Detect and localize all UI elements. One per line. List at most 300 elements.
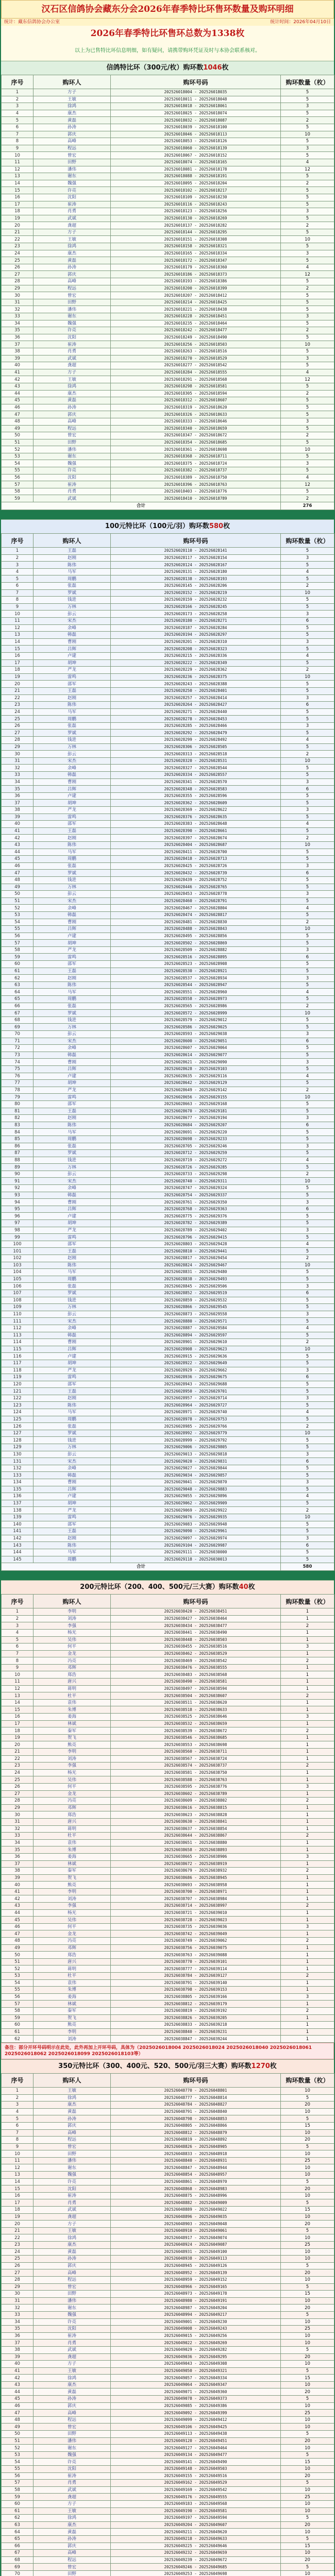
- cell-seq: 17: [2, 2199, 34, 2207]
- col-order: 购环号码: [111, 534, 281, 548]
- total-row: [2, 1563, 334, 1571]
- col-buyer: 购环人: [34, 1595, 111, 1608]
- table-row: [2, 2332, 334, 2340]
- cell-qty: 5: [281, 1332, 334, 1339]
- cell-qty: 5: [281, 597, 334, 604]
- cell-seq: 62: [2, 2515, 34, 2522]
- cell-order: 202526028320 - 202526028531: [111, 757, 281, 765]
- cell-qty: 6: [281, 1542, 334, 1549]
- table-row: [2, 2570, 334, 2576]
- table-row: [2, 933, 334, 940]
- col-qty: 购环数量（枚）: [281, 1595, 334, 1608]
- section2-subhead-label: 100元特比环（100元/羽）购环数: [105, 522, 209, 531]
- cell-seq: 12: [2, 1685, 34, 1692]
- cell-seq: 47: [2, 1930, 34, 1938]
- table-row: [2, 1643, 334, 1651]
- table-row: [2, 597, 334, 604]
- cell-buyer: 程远: [34, 145, 111, 152]
- cell-seq: 51: [2, 897, 34, 905]
- cell-seq: 23: [2, 702, 34, 709]
- cell-buyer: 肖勇: [34, 2340, 111, 2347]
- cell-qty: 1: [281, 1909, 334, 1917]
- table-row: [2, 1868, 334, 1875]
- table-row: [2, 159, 334, 166]
- cell-order: 202526018095 - 202526018204: [111, 180, 281, 187]
- cell-seq: 7: [2, 131, 34, 138]
- table-row: [2, 1664, 334, 1671]
- cell-seq: 38: [2, 2346, 34, 2353]
- cell-qty: 5: [281, 996, 334, 1003]
- cell-buyer: 钱进: [34, 597, 111, 604]
- table-row: [2, 1409, 334, 1416]
- table-row: [2, 1016, 334, 1024]
- cell-seq: 14: [2, 2178, 34, 2185]
- table-row: [2, 730, 334, 737]
- cell-order: 202526028551 - 202526028960: [111, 989, 281, 996]
- cell-buyer: 谢东: [34, 313, 111, 320]
- cell-qty: 1: [281, 1790, 334, 1798]
- cell-buyer: 高峰: [34, 418, 111, 425]
- table-row: [2, 89, 334, 96]
- stat-note: [1, 19, 334, 26]
- cell-qty: 10: [281, 2318, 334, 2326]
- cell-buyer: 曾宏: [34, 2283, 111, 2291]
- cell-seq: 26: [2, 264, 34, 271]
- cell-qty: 5: [281, 299, 334, 306]
- cell-order: 202526028831 - 202526029480: [111, 1269, 281, 1276]
- cell-seq: 20: [2, 222, 34, 229]
- table-row: [2, 2437, 334, 2445]
- cell-order: 202526038448 - 202526038503: [111, 1636, 281, 1643]
- cell-buyer: 宋杰: [34, 1458, 111, 1465]
- cell-buyer: 金龙: [34, 1790, 111, 1798]
- cell-buyer: 李明: [34, 1888, 111, 1895]
- cell-order: 202526028600 - 202526029051: [111, 1038, 281, 1045]
- table-row: [2, 876, 334, 884]
- cell-qty: 5: [281, 124, 334, 131]
- cell-seq: 12: [2, 624, 34, 632]
- cell-buyer: 彭云: [34, 891, 111, 898]
- table-row: [2, 2036, 334, 2043]
- cell-buyer: 王敏: [34, 376, 111, 383]
- cell-qty: 10: [281, 2192, 334, 2199]
- cell-order: 202526038728 - 202526039023: [111, 1917, 281, 1924]
- section4-subhead-count: 1270: [251, 2062, 270, 2070]
- cell-seq: 133: [2, 1472, 34, 1479]
- cell-qty: 4: [281, 568, 334, 575]
- cell-order: 202526038623 - 202526038828: [111, 1811, 281, 1819]
- cell-seq: 7: [2, 2129, 34, 2137]
- cell-order: 202526049197 - 202526049594: [111, 2515, 281, 2522]
- cell-qty: 5: [281, 1269, 334, 1276]
- cell-buyer: 姜海: [34, 1853, 111, 1860]
- cell-seq: 47: [2, 411, 34, 418]
- cell-qty: 5: [281, 1150, 334, 1157]
- table-row: [2, 1241, 334, 1248]
- cell-qty: 5: [281, 1486, 334, 1493]
- cell-buyer: 吕辉: [34, 926, 111, 933]
- cell-seq: 41: [2, 1888, 34, 1895]
- cell-qty: 2: [281, 1423, 334, 1430]
- cell-qty: 5: [281, 2199, 334, 2207]
- cell-seq: 1: [2, 548, 34, 555]
- cell-qty: 3: [281, 1031, 334, 1038]
- cell-qty: 5: [281, 243, 334, 250]
- table-row: [2, 1094, 334, 1101]
- cell-qty: 3: [281, 1923, 334, 1930]
- cell-order: 202526018060 - 202526018139: [111, 145, 281, 152]
- cell-seq: 103: [2, 1262, 34, 1269]
- cell-buyer: 万林: [34, 1024, 111, 1031]
- cell-buyer: 唐兴: [34, 1818, 111, 1825]
- cell-order: 202526018298 - 202526018581: [111, 383, 281, 390]
- cell-qty: 6: [281, 786, 334, 793]
- cell-seq: 11: [2, 617, 34, 624]
- table-row: [2, 1080, 334, 1087]
- table-row: [2, 117, 334, 124]
- cell-seq: 58: [2, 2007, 34, 2014]
- cell-order: 202526048784 - 202526048827: [111, 2102, 281, 2109]
- cell-seq: 3: [2, 1622, 34, 1630]
- cell-qty: 5: [281, 1472, 334, 1479]
- table-row: [2, 1521, 334, 1528]
- cell-qty: 2: [281, 1171, 334, 1178]
- table-row: [2, 152, 334, 159]
- cell-seq: 21: [2, 687, 34, 694]
- cell-buyer: 袁伟: [34, 1699, 111, 1706]
- cell-order: 202526018011 - 202526018048: [111, 96, 281, 103]
- table-row: [2, 554, 334, 562]
- cell-seq: 3: [2, 562, 34, 569]
- cell-buyer: 程远: [34, 425, 111, 432]
- cell-qty: 5: [281, 1016, 334, 1024]
- cell-seq: 43: [2, 841, 34, 849]
- cell-seq: 49: [2, 1944, 34, 1952]
- cell-order: 202526018158 - 202526018321: [111, 243, 281, 250]
- cell-order: 202526038588 - 202526038763: [111, 1776, 281, 1784]
- cell-seq: 46: [2, 862, 34, 870]
- cell-qty: 1: [281, 2036, 334, 2043]
- cell-seq: 3: [2, 2102, 34, 2109]
- cell-order: 202526028355 - 202526028596: [111, 792, 281, 800]
- cell-qty: 10: [281, 131, 334, 138]
- cell-qty: 1: [281, 2001, 334, 2008]
- cell-qty: 10: [281, 2381, 334, 2388]
- cell-qty: 4: [281, 369, 334, 376]
- cell-buyer: 李强: [34, 1622, 111, 1630]
- cell-buyer: 钱进: [34, 1016, 111, 1024]
- cell-buyer: 彭云: [34, 1451, 111, 1458]
- cell-qty: 5: [281, 2262, 334, 2269]
- cell-order: 202526049078 - 202526049373: [111, 2396, 281, 2403]
- table-row: [2, 2129, 334, 2137]
- cell-buyer: 余峰: [34, 905, 111, 912]
- cell-qty: 1: [281, 1776, 334, 1784]
- table-row: [2, 2346, 334, 2353]
- table-row: [2, 2256, 334, 2263]
- cell-buyer: 张磊: [34, 1423, 111, 1430]
- table-row: [2, 1833, 334, 1840]
- table-row: [2, 383, 334, 390]
- cell-order: 202526028138 - 202526028193: [111, 575, 281, 583]
- cell-seq: 138: [2, 1507, 34, 1514]
- table-row: [2, 166, 334, 173]
- cell-qty: 5: [281, 1065, 334, 1073]
- cell-seq: 58: [2, 946, 34, 954]
- cell-qty: 6: [281, 1290, 334, 1297]
- cell-buyer: 朱博: [34, 1987, 111, 1994]
- cell-buyer: 赵刚: [34, 1255, 111, 1262]
- table-row: [2, 849, 334, 856]
- cell-order: 202526038693 - 202526038958: [111, 1882, 281, 1889]
- cell-order: 202526049155 - 202526049516: [111, 2472, 281, 2480]
- table-row: [2, 2262, 334, 2269]
- table-row: [2, 2451, 334, 2459]
- table-row: [2, 2507, 334, 2515]
- cell-seq: 9: [2, 603, 34, 611]
- cell-qty: 1: [281, 2028, 334, 2036]
- table-row: [2, 355, 334, 362]
- cell-buyer: 潘伟: [34, 2437, 111, 2445]
- table-row: [2, 1451, 334, 1458]
- cell-qty: 1: [281, 1608, 334, 1616]
- cell-buyer: 曾宏: [34, 432, 111, 439]
- cell-qty: 2: [281, 1657, 334, 1665]
- cell-buyer: 万林: [34, 884, 111, 891]
- table-row: [2, 1685, 334, 1692]
- cell-seq: 64: [2, 989, 34, 996]
- cell-buyer: 肖勇: [34, 488, 111, 495]
- table-row: [2, 1199, 334, 1206]
- table-row: [2, 2178, 334, 2185]
- cell-qty: 1: [281, 1685, 334, 1692]
- table-row: [2, 1671, 334, 1679]
- cell-order: 202526018249 - 202526018490: [111, 334, 281, 341]
- col-buyer: 购环人: [34, 2073, 111, 2087]
- section3-table: [1, 1594, 334, 2043]
- cell-order: 202526028719 - 202526029272: [111, 1157, 281, 1164]
- table-row: [2, 194, 334, 201]
- cell-buyer: 钱进: [34, 876, 111, 884]
- cell-order: 202526018025 - 202526018074: [111, 110, 281, 117]
- cell-seq: 38: [2, 348, 34, 355]
- cell-qty: 3: [281, 611, 334, 618]
- cell-order: 202526049232 - 202526049659: [111, 2550, 281, 2557]
- cell-buyer: 曾宏: [34, 292, 111, 299]
- table-row: [2, 1304, 334, 1311]
- table-row: [2, 667, 334, 674]
- cell-seq: 60: [2, 2500, 34, 2507]
- cell-qty: 5: [281, 876, 334, 884]
- cell-order: 202526028628 - 202526029103: [111, 1065, 281, 1073]
- cell-qty: 3: [281, 1059, 334, 1066]
- table-row: [2, 1360, 334, 1367]
- cell-qty: 2: [281, 919, 334, 926]
- cell-seq: 13: [2, 2172, 34, 2179]
- cell-buyer: 方子: [34, 2361, 111, 2368]
- cell-seq: 36: [2, 792, 34, 800]
- table-row: [2, 1367, 334, 1374]
- table-row: [2, 1339, 334, 1346]
- cell-buyer: 孙涛: [34, 2256, 111, 2263]
- table-row: [2, 1493, 334, 1500]
- cell-order: 202526049218 - 202526049633: [111, 2535, 281, 2543]
- document-title: 汉石区信鸽协会藏东分会2026年春季特比环售环数量及购环明细: [1, 0, 334, 19]
- cell-buyer: 沈阳: [34, 2326, 111, 2333]
- cell-seq: 54: [2, 919, 34, 926]
- cell-seq: 43: [2, 1903, 34, 1910]
- table-row: [2, 996, 334, 1003]
- cell-order: 202526018193 - 202526018386: [111, 278, 281, 285]
- cell-order: 202526049057 - 202526049334: [111, 2375, 281, 2382]
- cell-qty: 5: [281, 467, 334, 474]
- cell-order: 202526049015 - 202526049256: [111, 2332, 281, 2340]
- cell-buyer: 何平: [34, 1783, 111, 1790]
- cell-buyer: 田野: [34, 439, 111, 446]
- cell-buyer: 彭云: [34, 611, 111, 618]
- cell-qty: 5: [281, 2431, 334, 2438]
- cell-order: 202526029069 - 202526029922: [111, 1507, 281, 1514]
- cell-order: 202526028698 - 202526029233: [111, 1136, 281, 1143]
- table-row: [2, 2424, 334, 2431]
- cell-buyer: 曹刚: [34, 638, 111, 646]
- cell-buyer: 胡坤: [34, 1500, 111, 1507]
- cell-order: 202526038833 - 202526039218: [111, 2022, 281, 2029]
- cell-qty: 3: [281, 1535, 334, 1542]
- table-row: [2, 841, 334, 849]
- cell-buyer: 沈阳: [34, 2466, 111, 2473]
- cell-seq: 6: [2, 2122, 34, 2129]
- cell-order: 202526029055 - 202526029896: [111, 1493, 281, 1500]
- table-row: [2, 1952, 334, 1959]
- cell-seq: 130: [2, 1451, 34, 1458]
- col-qty: 购环数量（枚）: [281, 2073, 334, 2087]
- cell-seq: 41: [2, 2367, 34, 2375]
- table-row: [2, 299, 334, 306]
- cell-buyer: 曾宏: [34, 2424, 111, 2431]
- table-row: [2, 1150, 334, 1157]
- cell-buyer: 秦军: [34, 1727, 111, 1735]
- cell-seq: 90: [2, 1171, 34, 1178]
- cell-seq: 20: [2, 1741, 34, 1749]
- cell-seq: 16: [2, 652, 34, 659]
- cell-order: 202526028292 - 202526028479: [111, 730, 281, 737]
- cell-seq: 63: [2, 2521, 34, 2529]
- cell-qty: 20: [281, 2137, 334, 2144]
- cell-qty: 5: [281, 897, 334, 905]
- cell-qty: 5: [281, 278, 334, 285]
- cell-order: 202526038756 - 202526039075: [111, 1944, 281, 1952]
- cell-seq: 52: [2, 905, 34, 912]
- cell-order: 202526038651 - 202526038880: [111, 1839, 281, 1846]
- cell-order: 202526038525 - 202526038646: [111, 1714, 281, 1721]
- table-row: [2, 1923, 334, 1930]
- cell-qty: 10: [281, 926, 334, 933]
- cell-buyer: 康杰: [34, 2242, 111, 2249]
- cell-buyer: 魏强: [34, 2172, 111, 2179]
- cell-seq: 12: [2, 166, 34, 173]
- cell-qty: 5: [281, 2227, 334, 2234]
- section4-subhead: [1, 2059, 334, 2073]
- cell-order: 202526049022 - 202526049269: [111, 2340, 281, 2347]
- table-row: [2, 2207, 334, 2214]
- section1-table: [1, 75, 334, 510]
- table-row: [2, 694, 334, 702]
- cell-qty: 1: [281, 1671, 334, 1679]
- cell-qty: 4: [281, 1493, 334, 1500]
- cell-buyer: 许亮: [34, 2178, 111, 2185]
- table-row: [2, 1798, 334, 1805]
- cell-order: 202526028789 - 202526029402: [111, 1227, 281, 1234]
- table-row: [2, 2234, 334, 2242]
- cell-order: 202526038658 - 202526038893: [111, 1846, 281, 1854]
- cell-seq: 26: [2, 1783, 34, 1790]
- table-row: [2, 975, 334, 982]
- table-row: [2, 2550, 334, 2557]
- cell-order: 202526028530 - 202526028921: [111, 968, 281, 975]
- table-row: [2, 2137, 334, 2144]
- cell-order: 202526028446 - 202526028765: [111, 884, 281, 891]
- table-row: [2, 1692, 334, 1700]
- col-qty: 购环数量（枚）: [281, 534, 334, 548]
- cell-order: 202526038490 - 202526038581: [111, 1679, 281, 1686]
- cell-buyer: 曹刚: [34, 1479, 111, 1486]
- cell-seq: 107: [2, 1290, 34, 1297]
- cell-qty: 4: [281, 989, 334, 996]
- table-row: [2, 589, 334, 597]
- cell-qty: 1: [281, 1979, 334, 1987]
- cell-qty: 1: [281, 1741, 334, 1749]
- cell-buyer: 周鹏: [34, 1276, 111, 1283]
- cell-qty: 20: [281, 2221, 334, 2228]
- cell-seq: 2: [2, 554, 34, 562]
- cell-qty: 10: [281, 2332, 334, 2340]
- cell-buyer: 黄磊: [34, 2248, 111, 2256]
- cell-order: 202526028768 - 202526029363: [111, 1206, 281, 1213]
- cell-order: 202526028915 - 202526029636: [111, 1353, 281, 1360]
- cell-buyer: 李明: [34, 2028, 111, 2036]
- table-row: [2, 1549, 334, 1556]
- table-row: [2, 911, 334, 919]
- cell-seq: 4: [2, 2108, 34, 2115]
- cell-order: 202526048882 - 202526049009: [111, 2199, 281, 2207]
- table-row: [2, 1115, 334, 1122]
- cell-order: 202526028250 - 202526028401: [111, 687, 281, 694]
- cell-seq: 22: [2, 2234, 34, 2242]
- cell-seq: 18: [2, 1727, 34, 1735]
- cell-buyer: 韩磊: [34, 1332, 111, 1339]
- cell-buyer: 田野: [34, 159, 111, 166]
- cell-buyer: 吕辉: [34, 1206, 111, 1213]
- cell-seq: 16: [2, 2192, 34, 2199]
- cell-order: 202526038707 - 202526038984: [111, 1895, 281, 1903]
- table-row: [2, 1290, 334, 1297]
- cell-seq: 52: [2, 446, 34, 453]
- cell-buyer: 余峰: [34, 624, 111, 632]
- cell-qty: 15: [281, 2459, 334, 2466]
- table-row: [2, 1444, 334, 1451]
- cell-order: 202526029076 - 202526029935: [111, 1514, 281, 1521]
- cell-buyer: 邵军: [34, 1521, 111, 1528]
- table-row: [2, 1143, 334, 1150]
- cell-qty: 5: [281, 1556, 334, 1563]
- cell-order: 202526018263 - 202526018516: [111, 348, 281, 355]
- table-row: [2, 1535, 334, 1542]
- cell-order: 202526049246 - 202526049685: [111, 2564, 281, 2571]
- cell-buyer: 雷鸣: [34, 1094, 111, 1101]
- cell-order: 202526038602 - 202526038789: [111, 1790, 281, 1798]
- table-row: [2, 1860, 334, 1868]
